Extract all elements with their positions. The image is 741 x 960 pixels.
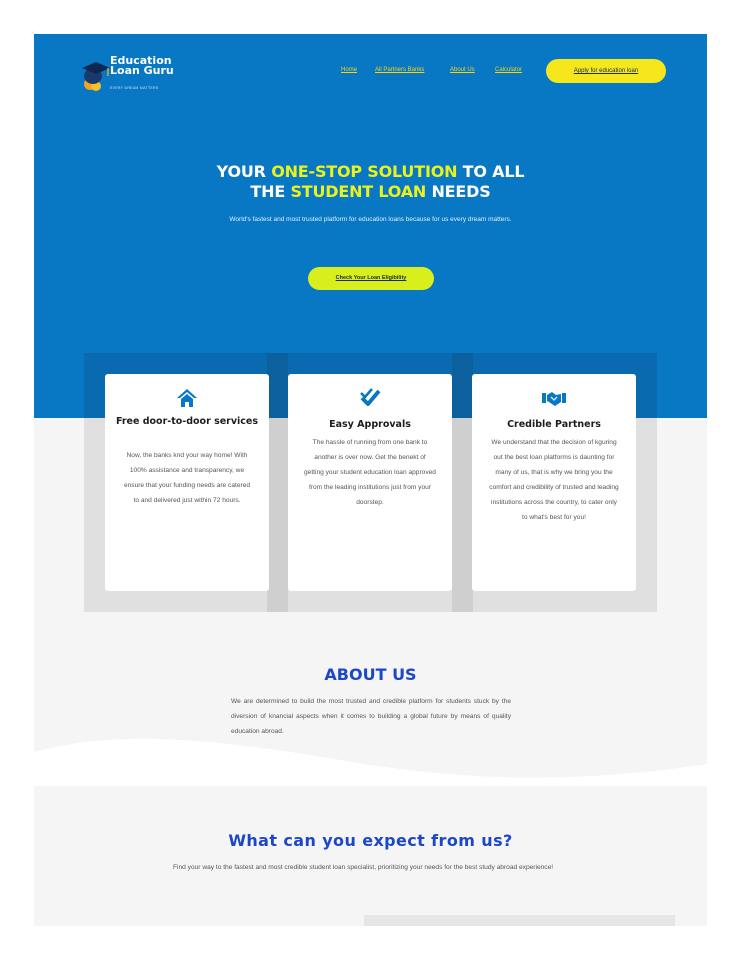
hero-title-part: TO ALL (457, 162, 525, 181)
handshake-icon (472, 388, 636, 408)
nav-home[interactable]: Home (341, 67, 358, 73)
feature-title: Credible Partners (507, 419, 601, 430)
about-heading: ABOUT US (324, 665, 417, 684)
hero-title (34, 162, 707, 202)
feature-card-partners (472, 374, 636, 591)
hero-title-highlight: STUDENT LOAN (290, 182, 427, 201)
band-divider (452, 353, 473, 418)
hero-title-highlight: ONE-STOP SOLUTION (271, 162, 458, 181)
section-wave-divider (34, 734, 707, 794)
hero-title-part: NEEDS (426, 182, 491, 201)
hero-subtitle: World's fastest and most trusted platform for education loans because for us every dream matters. (229, 216, 512, 223)
feature-card-approvals (288, 374, 452, 591)
check-eligibility-button[interactable]: Check Your Loan Eligibility (308, 267, 434, 290)
feature-card-doorstep (105, 374, 269, 591)
feature-text: Now, the banks knd your way home! With 100% assistance and transparency, we ensure that your funding needs are catered to and delivered just within 72 hours. (123, 452, 251, 504)
band-divider (452, 418, 473, 612)
apply-loan-button[interactable]: Apply for education loan (546, 59, 666, 83)
brand-name-line2: Loan Guru (110, 64, 174, 77)
band-divider (267, 418, 288, 612)
content-placeholder-box (364, 915, 675, 926)
brand-name-line1: Education (110, 54, 172, 67)
hero-title-part: THE (250, 182, 291, 201)
expect-section (34, 786, 707, 926)
brand-name (110, 56, 174, 76)
brand-tagline: EVERY DREAM MATTERS (110, 86, 159, 90)
page (34, 34, 707, 926)
feature-text: We understand that the decision of kguring out the best loan platforms is daunting for many of us, that is why we bring you the comfort and credibility of trusted and leading institutions across the country, to cater only to what's best for you! (489, 439, 619, 521)
hero-title-part: YOUR (216, 162, 272, 181)
expect-heading: What can you expect from us? (228, 831, 513, 850)
band-divider (267, 353, 288, 418)
checkmark-icon (288, 388, 452, 408)
feature-text: The hassle of running from one bank to another is over now. Get the benekt of getting your student education loan approved from the leading institutions just from your doorstep. (304, 439, 436, 506)
logo[interactable] (80, 54, 190, 94)
expect-text: Find your way to the fastest and most credible student loan specialist, prioritizing your needs for the best study abroad experience! (173, 864, 554, 871)
home-icon (105, 388, 269, 408)
nav-calculator[interactable]: Calculator (495, 67, 523, 73)
feature-title: Easy Approvals (329, 419, 411, 430)
about-text: We are determined to build the most trusted and credible platform for students stuck by the diversion of knancial aspects when it comes to building a global future by means of quality education abroad. (231, 698, 511, 735)
nav-about[interactable]: About Us (450, 67, 475, 73)
feature-title: Free door-to-door services (115, 416, 259, 427)
nav-partner-banks[interactable]: All Partners Banks (375, 67, 425, 73)
